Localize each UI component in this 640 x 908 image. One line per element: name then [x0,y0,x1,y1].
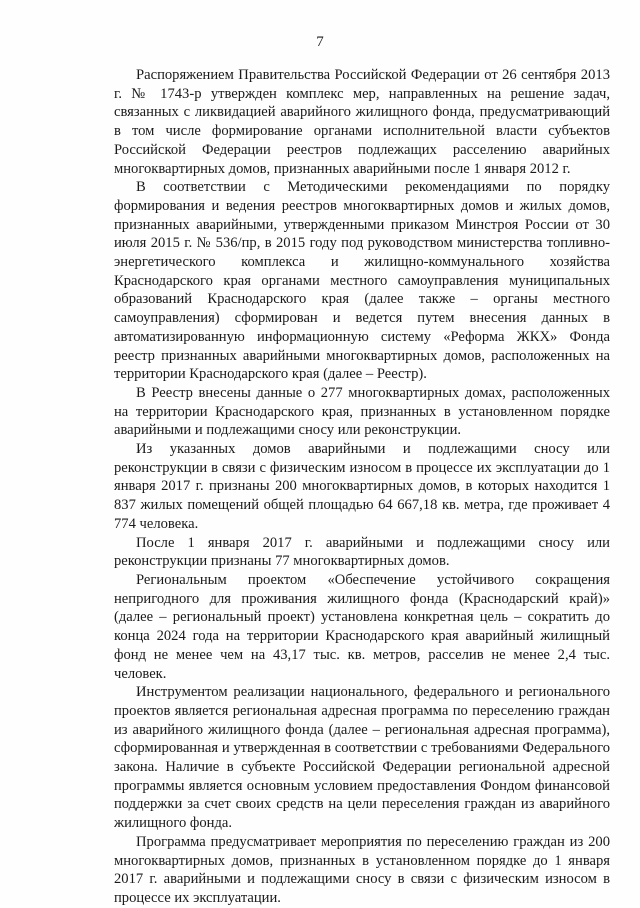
paragraph: После 1 января 2017 г. аварийными и подлежащими сносу или реконструкции признаны 77 многоквартирных домов. [114,534,610,570]
document-body [114,66,610,908]
paragraph: Региональным проектом «Обеспечение устойчивого сокращения непригодного для проживания жилищного фонда (Краснодарский край)» (далее – региональный проект) установлена конкретная цель – сократить до конца 2024 года на территории Краснодарского края аварийный жилищный фонд не менее чем на 43,17 тыс. кв. метров, расселив не менее 2,4 тыс. человек. [114,571,610,682]
paragraph: Распоряжением Правительства Российской Федерации от 26 сентября 2013 г. № 1743-р утвержден комплекс мер, направленных на решение задач, связанных с ликвидацией аварийного жилищного фонда, предусматривающий в том числе формирование органами исполнительной власти субъектов Российской Федерации реестров подлежащих расселению аварийных многоквартирных домов, признанных аварийными после 1 января 2012 г. [114,67,610,177]
paragraph: Из указанных домов аварийными и подлежащими сносу или реконструкции в связи с физическим износом в процессе их эксплуатации до 1 января 2017 г. признаны 200 многоквартирных домов, в которых находится 1 837 жилых помещений общей площадью 64 667,18 кв. метра, где проживает 4 774 человека. [114,441,610,532]
paragraph: Инструментом реализации национального, федерального и регионального проектов является региональная адресная программа по переселению граждан из аварийного жилищного фонда (далее – региональная адресная программа), сформированная и утвержденная в соответствии с требованиями Федерального закона. Наличие в субъекте Российской Федерации региональной адресной программы является основным условием предоставления Фондом финансовой поддержки за счет своих средств на цели переселения граждан из аварийного жилищного фонда. [114,684,610,832]
paragraph: В соответствии с Методическими рекомендациями по порядку формирования и ведения реестров многоквартирных домов и жилых домов, признанных аварийными, утвержденными приказом Минстроя России от 30 июля 2015 г. № 536/пр, в 2015 году под руководством министерства топливно-энергетического комплекса и жилищно-коммунального хозяйства Краснодарского края органами местного самоуправления муниципальных образований Краснодарского края (далее также – органы местного самоуправления) сформирован и ведется путем внесения данных в автоматизированную информационную систему «Реформа ЖКХ» Фонда реестр признанных аварийными многоквартирных домов, расположенных на территории Краснодарского края (далее – Реестр). [114,179,610,383]
paragraph: Программа предусматривает мероприятия по переселению граждан из 200 многоквартирных домов, признанных в установленном порядке до 1 января 2017 г. аварийными и подлежащими сносу в связи с физическим износом в процессе их эксплуатации. [114,833,610,906]
paragraph: В Реестр внесены данные о 277 многоквартирных домах, расположенных на территории Краснодарского края, признанных в установленном порядке аварийными и подлежащими сносу или реконструкции. [114,384,610,439]
page-number: 7 [316,34,324,50]
